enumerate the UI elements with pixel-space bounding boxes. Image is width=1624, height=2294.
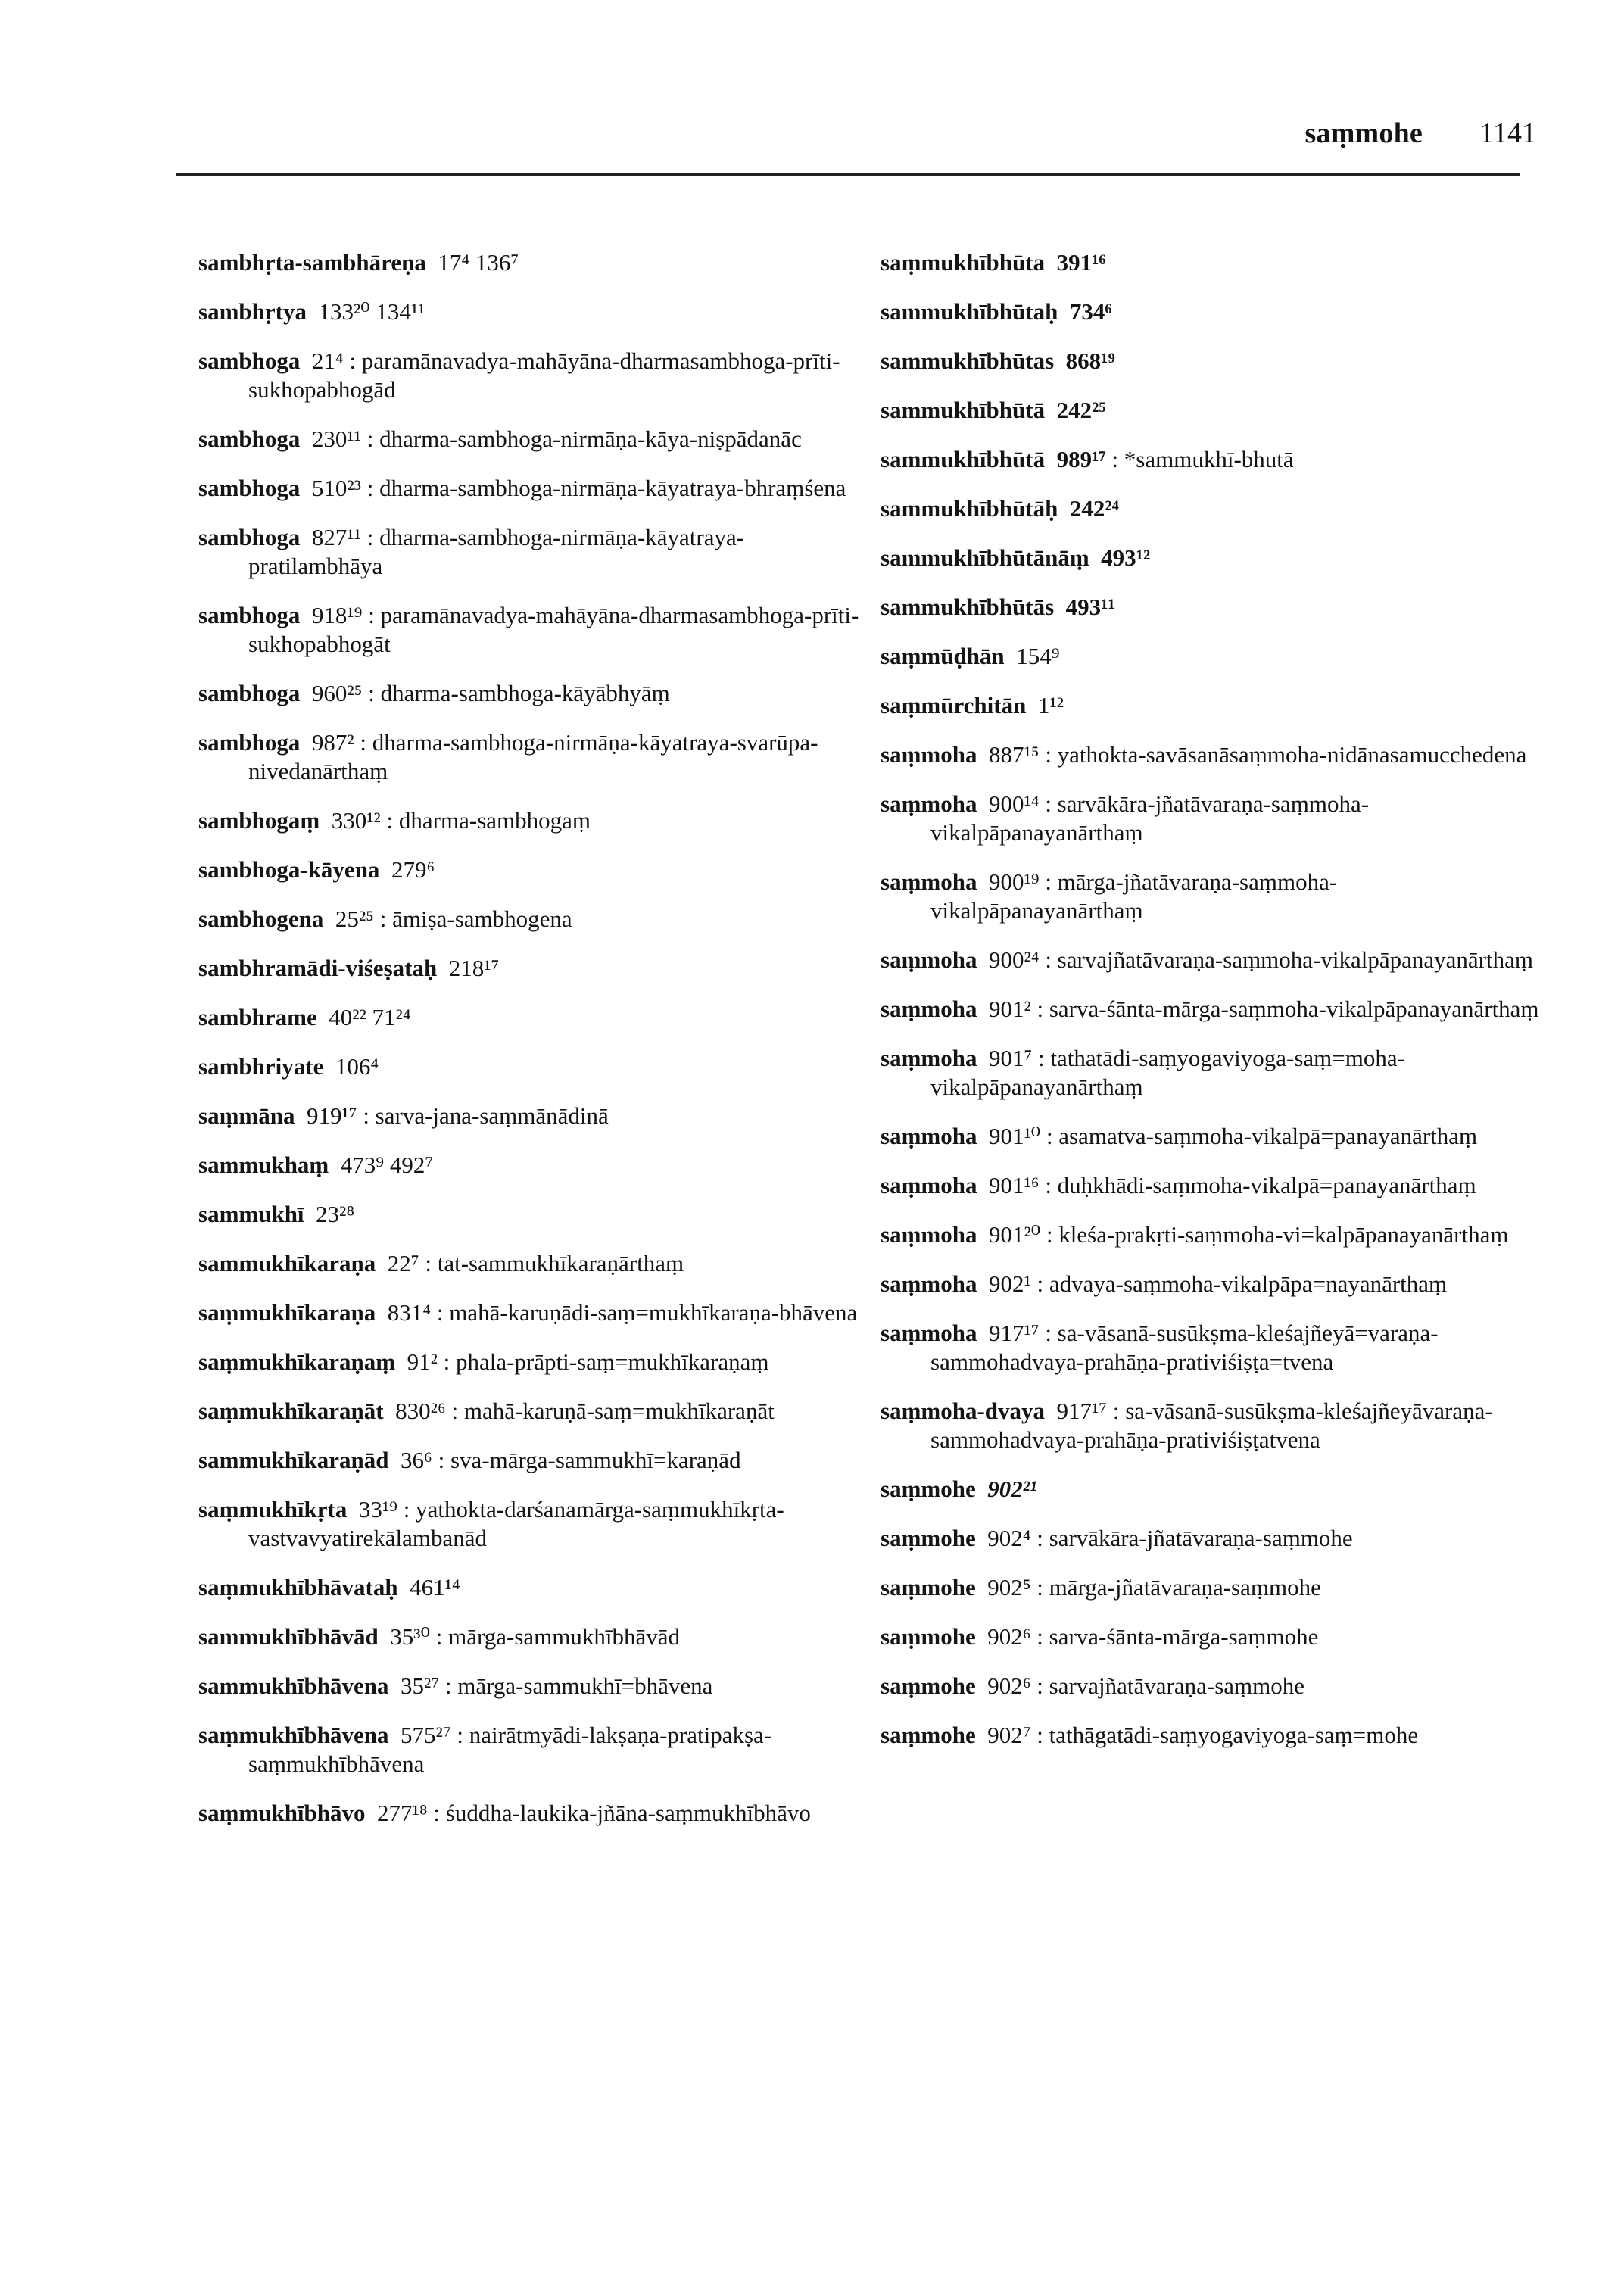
- entry-locator: 919¹⁷: [306, 1102, 357, 1129]
- entry-locator: 901²⁰: [988, 1221, 1041, 1248]
- index-entry: [198, 1102, 865, 1130]
- entry-headword: sammukhībhūtā: [881, 446, 1046, 472]
- entry-locator: 900²⁴: [988, 946, 1040, 973]
- entry-headword: sammukhībhāvena: [198, 1672, 389, 1699]
- entry-locator: 902⁴: [987, 1525, 1031, 1551]
- entry-gloss: : sa-vāsanā-susūkṣma-kleśajñeyāvaraṇa-sammohadvaya-prahāṇa-prativiśiṣṭatvena: [930, 1398, 1493, 1453]
- index-entry: [881, 790, 1539, 847]
- index-entry: [198, 728, 865, 786]
- entry-locator: 133²⁰ 134¹¹: [318, 298, 425, 325]
- entry-headword: saṃmukhīkaraṇa: [198, 1299, 376, 1326]
- index-entry: [881, 1721, 1539, 1750]
- index-entry: [881, 1622, 1539, 1651]
- entry-headword: saṃmūrchitān: [881, 692, 1027, 718]
- entry-gloss: : nairātmyādi-lakṣaṇa-pratipakṣa-saṃmukhībhāvena: [248, 1722, 772, 1777]
- index-entry: [198, 1721, 865, 1778]
- entry-gloss: : dharma-sambhogaṃ: [386, 807, 591, 834]
- entry-locator: 277¹⁸: [377, 1800, 428, 1826]
- entry-headword: saṃmoha: [881, 741, 977, 768]
- entry-headword: sambhogena: [198, 905, 324, 932]
- page-header: [0, 114, 1624, 159]
- entry-gloss: : *sammukhī-bhutā: [1111, 446, 1294, 472]
- entry-locator: 902²¹: [987, 1476, 1037, 1502]
- entry-gloss: : tat-sammukhīkaraṇārthaṃ: [425, 1250, 684, 1276]
- entry-locator: 827¹¹: [311, 524, 361, 550]
- entry-headword: saṃmāna: [198, 1102, 295, 1129]
- index-entry: [198, 474, 865, 503]
- entry-locator: 902⁶: [987, 1672, 1031, 1699]
- entry-headword: saṃmohe: [881, 1672, 976, 1699]
- entry-headword: sambhṛtya: [198, 298, 307, 325]
- entry-locator: 987²: [311, 729, 354, 756]
- index-entry: [881, 1524, 1539, 1553]
- entry-locator: 17⁴ 136⁷: [438, 249, 519, 276]
- entry-headword: saṃmukhīkaraṇāt: [198, 1398, 384, 1424]
- entry-locator: 917¹⁷: [988, 1320, 1040, 1346]
- entry-headword: sambhrame: [198, 1004, 317, 1030]
- index-entry: [198, 1151, 865, 1180]
- index-entry: [881, 544, 1539, 572]
- entry-locator: 918¹⁹: [311, 602, 363, 628]
- entry-gloss: : sarvajñatāvaraṇa-saṃmoha-vikalpāpanayanārthaṃ: [1045, 946, 1533, 973]
- entry-locator: 900¹⁹: [988, 868, 1040, 895]
- entry-headword: sambhoga: [198, 348, 301, 374]
- entry-headword: saṃmoha: [881, 1270, 977, 1297]
- entry-locator: 473⁹ 492⁷: [340, 1152, 434, 1178]
- entry-locator: 279⁶: [391, 856, 435, 883]
- index-entry: [881, 995, 1539, 1024]
- index-entry: [198, 1446, 865, 1475]
- index-entry: [881, 347, 1539, 376]
- index-entry: [881, 248, 1539, 277]
- index-entry: [198, 954, 865, 983]
- entry-headword: saṃmoha: [881, 1221, 977, 1248]
- entry-headword: sambhoga: [198, 729, 301, 756]
- entry-locator: 40²² 71²⁴: [329, 1004, 411, 1030]
- index-entry: [881, 1475, 1539, 1504]
- index-entry: [198, 1573, 865, 1602]
- entry-locator: 901²: [988, 996, 1031, 1022]
- entry-locator: 493¹²: [1101, 544, 1151, 571]
- index-entry: [198, 1052, 865, 1081]
- index-entry: [881, 1573, 1539, 1602]
- entry-locator: 242²⁵: [1056, 397, 1106, 423]
- entry-locator: 242²⁴: [1069, 495, 1119, 522]
- entry-headword: sammukhībhūtānāṃ: [881, 544, 1089, 571]
- entry-headword: saṃmukhīkṛta: [198, 1496, 348, 1523]
- entry-gloss: : paramānavadya-mahāyāna-dharmasambhoga-prīti-sukhopabhogād: [248, 348, 840, 403]
- entry-headword: sambhoga: [198, 602, 301, 628]
- entry-headword: sambhoga: [198, 475, 301, 501]
- entry-headword: sambhoga-kāyena: [198, 856, 380, 883]
- entry-locator: 902¹: [988, 1270, 1031, 1297]
- entry-locator: 901¹⁶: [988, 1172, 1040, 1198]
- entry-headword: saṃmohe: [881, 1623, 976, 1650]
- entry-headword: sambhoga: [198, 524, 301, 550]
- entry-gloss: : advaya-saṃmoha-vikalpāpa=nayanārthaṃ: [1036, 1270, 1448, 1297]
- entry-locator: 35²⁷: [401, 1672, 440, 1699]
- index-entry: [198, 601, 865, 659]
- index-entry: [881, 1319, 1539, 1376]
- entry-gloss: : tathāgatādi-saṃyogaviyoga-saṃ=mohe: [1036, 1722, 1419, 1748]
- entry-headword: saṃmohe: [881, 1722, 976, 1748]
- index-entry: [881, 1220, 1539, 1249]
- index-entry: [198, 523, 865, 581]
- index-entry: [881, 396, 1539, 425]
- entry-locator: 330¹²: [331, 807, 381, 834]
- entry-headword: saṃmohe: [881, 1476, 976, 1502]
- entry-headword: sambhṛta-sambhāreṇa: [198, 249, 426, 276]
- entry-locator: 901⁷: [988, 1045, 1033, 1071]
- entry-gloss: : sarvajñatāvaraṇa-saṃmohe: [1036, 1672, 1305, 1699]
- entry-locator: 493¹¹: [1065, 594, 1115, 620]
- entry-headword: saṃmukhībhūta: [881, 249, 1046, 276]
- entry-locator: 868¹⁹: [1065, 348, 1115, 374]
- index-entry: [881, 445, 1539, 474]
- entry-headword: saṃmohe: [881, 1574, 976, 1601]
- index-entry: [198, 298, 865, 326]
- entry-headword: saṃmoha: [881, 1123, 977, 1149]
- entry-headword: sammukhībhūtās: [881, 594, 1055, 620]
- entry-gloss: : dharma-sambhoga-nirmāṇa-kāyatraya-bhraṃśena: [366, 475, 846, 501]
- entry-locator: 989¹⁷: [1056, 446, 1106, 472]
- index-entry: [881, 1122, 1539, 1151]
- entry-gloss: : śuddha-laukika-jñāna-saṃmukhībhāvo: [433, 1800, 811, 1826]
- entry-locator: 22⁷: [387, 1250, 419, 1276]
- index-entry: [881, 494, 1539, 523]
- left-column: [198, 248, 865, 1848]
- entry-gloss: : dharma-sambhoga-kāyābhyāṃ: [368, 680, 670, 706]
- entry-locator: 900¹⁴: [988, 790, 1040, 817]
- index-entry: [198, 679, 865, 708]
- entry-headword: saṃmukhībhāvataḥ: [198, 1574, 398, 1601]
- index-entry: [881, 1270, 1539, 1298]
- entry-gloss: : mahā-karuṇādi-saṃ=mukhīkaraṇa-bhāvena: [436, 1299, 858, 1326]
- index-entry: [881, 1044, 1539, 1102]
- index-entry: [198, 248, 865, 277]
- entry-locator: 734⁶: [1069, 298, 1112, 325]
- entry-gloss: : sarvākāra-jñatāvaraṇa-saṃmohe: [1036, 1525, 1353, 1551]
- entry-gloss: : sarva-śānta-mārga-saṃmohe: [1036, 1623, 1319, 1650]
- entry-headword: saṃmoha-dvaya: [881, 1398, 1046, 1424]
- entry-locator: 917¹⁷: [1056, 1398, 1108, 1424]
- index-entry: [881, 946, 1539, 974]
- entry-locator: 1¹²: [1037, 692, 1064, 718]
- index-entry: [881, 868, 1539, 925]
- entry-gloss: : tathatādi-saṃyogaviyoga-saṃ=moha-vikalpāpanayanārthaṃ: [930, 1045, 1405, 1100]
- entry-headword: sambhoga: [198, 680, 301, 706]
- entry-locator: 902⁷: [987, 1722, 1031, 1748]
- entry-locator: 510²³: [311, 475, 361, 501]
- index-entry: [198, 1397, 865, 1426]
- entry-locator: 230¹¹: [311, 425, 361, 452]
- index-entry: [198, 1495, 865, 1553]
- index-entry: [198, 425, 865, 454]
- entry-gloss: : paramānavadya-mahāyāna-dharmasambhoga-prīti-sukhopabhogāt: [248, 602, 859, 657]
- entry-gloss: : sarvākāra-jñatāvaraṇa-saṃmoha-vikalpāpanayanārthaṃ: [930, 790, 1370, 846]
- entry-gloss: : dharma-sambhoga-nirmāṇa-kāyatraya-pratilambhāya: [248, 524, 745, 579]
- index-entry: [198, 905, 865, 933]
- entry-headword: saṃmūḍhān: [881, 643, 1005, 669]
- index-entry: [198, 1672, 865, 1700]
- entry-gloss: : yathokta-darśanamārga-saṃmukhīkṛta-vastvavyatirekālambanād: [248, 1496, 784, 1551]
- entry-locator: 830²⁶: [395, 1398, 446, 1424]
- entry-gloss: : dharma-sambhoga-nirmāṇa-kāyatraya-svarūpa-nivedanārthaṃ: [248, 729, 818, 784]
- entry-locator: 36⁶: [401, 1447, 432, 1473]
- entry-headword: sammukhaṃ: [198, 1152, 329, 1178]
- index-entry: [198, 856, 865, 884]
- index-entry: [881, 593, 1539, 622]
- entry-locator: 887¹⁵: [988, 741, 1040, 768]
- right-column: [881, 248, 1539, 1770]
- entry-headword: sammukhībhāvād: [198, 1623, 379, 1650]
- index-entry: [198, 806, 865, 835]
- index-entry: [881, 691, 1539, 720]
- entry-locator: 154⁹: [1016, 643, 1060, 669]
- entry-gloss: : mārga-sammukhībhāvād: [435, 1623, 681, 1650]
- entry-headword: saṃmoha: [881, 790, 977, 817]
- entry-headword: saṃmoha: [881, 1320, 977, 1346]
- index-entry: [198, 347, 865, 404]
- index-entry: [881, 1672, 1539, 1700]
- entry-gloss: : duḥkhādi-saṃmoha-vikalpā=panayanārthaṃ: [1045, 1172, 1476, 1198]
- entry-gloss: : phala-prāpti-saṃ=mukhīkaraṇaṃ: [443, 1348, 769, 1375]
- index-entry: [881, 1171, 1539, 1200]
- running-head-word: saṃmohe: [1304, 117, 1423, 149]
- entry-headword: sambhogaṃ: [198, 807, 320, 834]
- entry-gloss: : sva-mārga-sammukhī=karaṇād: [438, 1447, 741, 1473]
- entry-headword: sammukhībhūtā: [881, 397, 1046, 423]
- entry-gloss: : asamatva-saṃmoha-vikalpā=panayanārthaṃ: [1046, 1123, 1478, 1149]
- entry-locator: 901¹⁰: [988, 1123, 1041, 1149]
- index-entry: [198, 1348, 865, 1376]
- index-entry: [198, 1298, 865, 1327]
- header-rule: [176, 173, 1520, 176]
- entry-locator: 831⁴: [387, 1299, 432, 1326]
- entry-locator: 391¹⁶: [1056, 249, 1106, 276]
- entry-headword: saṃmukhīkaraṇaṃ: [198, 1348, 396, 1375]
- entry-headword: saṃmoha: [881, 946, 977, 973]
- entry-gloss: : mahā-karuṇā-saṃ=mukhīkaraṇāt: [451, 1398, 775, 1424]
- entry-headword: sammukhībhūtāḥ: [881, 495, 1058, 522]
- entry-headword: sammukhībhūtas: [881, 348, 1055, 374]
- entry-headword: sammukhīkaraṇa: [198, 1250, 376, 1276]
- entry-headword: saṃmukhībhāvo: [198, 1800, 366, 1826]
- entry-locator: 35³⁰: [390, 1623, 431, 1650]
- entry-gloss: : kleśa-prakṛti-saṃmoha-vi=kalpāpanayanārthaṃ: [1046, 1221, 1509, 1248]
- index-entry: [881, 1397, 1539, 1454]
- entry-gloss: : mārga-jñatāvaraṇa-saṃmohe: [1036, 1574, 1321, 1601]
- entry-headword: sammukhīkaraṇād: [198, 1447, 389, 1473]
- entry-locator: 902⁵: [987, 1574, 1031, 1601]
- entry-locator: 575²⁷: [401, 1722, 451, 1748]
- index-entry: [198, 1799, 865, 1828]
- page-number: 1141: [1479, 117, 1536, 149]
- entry-headword: saṃmukhībhāvena: [198, 1722, 389, 1748]
- index-entry: [198, 1249, 865, 1278]
- entry-headword: saṃmoha: [881, 1172, 977, 1198]
- index-entry: [198, 1622, 865, 1651]
- entry-locator: 33¹⁹: [358, 1496, 397, 1523]
- entry-headword: sambhramādi-viśeṣataḥ: [198, 955, 438, 981]
- entry-locator: 218¹⁷: [448, 955, 500, 981]
- entry-gloss: : mārga-jñatāvaraṇa-saṃmoha-vikalpāpanayanārthaṃ: [930, 868, 1338, 924]
- entry-locator: 960²⁵: [311, 680, 363, 706]
- entry-gloss: : sarva-śānta-mārga-saṃmoha-vikalpāpanayanārthaṃ: [1036, 996, 1539, 1022]
- entry-gloss: : sarva-jana-saṃmānādinā: [363, 1102, 609, 1129]
- entry-gloss: : yathokta-savāsanāsaṃmoha-nidānasamucchedena: [1045, 741, 1527, 768]
- entry-locator: 21⁴: [311, 348, 344, 374]
- index-entry: [198, 1003, 865, 1032]
- entry-locator: 461¹⁴: [410, 1574, 460, 1601]
- entry-headword: saṃmohe: [881, 1525, 976, 1551]
- index-entry: [881, 642, 1539, 671]
- entry-gloss: : āmiṣa-sambhogena: [379, 905, 572, 932]
- entry-locator: 902⁶: [987, 1623, 1031, 1650]
- entry-headword: saṃmoha: [881, 1045, 977, 1071]
- entry-locator: 23²⁸: [316, 1201, 355, 1227]
- entry-headword: sammukhībhūtaḥ: [881, 298, 1058, 325]
- entry-headword: sammukhī: [198, 1201, 304, 1227]
- index-entry: [198, 1200, 865, 1229]
- entry-headword: sambhriyate: [198, 1053, 324, 1080]
- entry-gloss: : mārga-sammukhī=bhāvena: [444, 1672, 713, 1699]
- entry-gloss: : sa-vāsanā-susūkṣma-kleśajñeyā=varaṇa-sammohadvaya-prahāṇa-prativiśiṣṭa=tvena: [930, 1320, 1439, 1375]
- entry-gloss: : dharma-sambhoga-nirmāṇa-kāya-niṣpādanāc: [366, 425, 802, 452]
- entry-locator: 91²: [407, 1348, 438, 1375]
- entry-headword: sambhoga: [198, 425, 301, 452]
- index-entry: [881, 740, 1539, 769]
- entry-locator: 106⁴: [335, 1053, 379, 1080]
- index-entry: [881, 298, 1539, 326]
- entry-locator: 25²⁵: [335, 905, 374, 932]
- entry-headword: saṃmoha: [881, 868, 977, 895]
- entry-headword: saṃmoha: [881, 996, 977, 1022]
